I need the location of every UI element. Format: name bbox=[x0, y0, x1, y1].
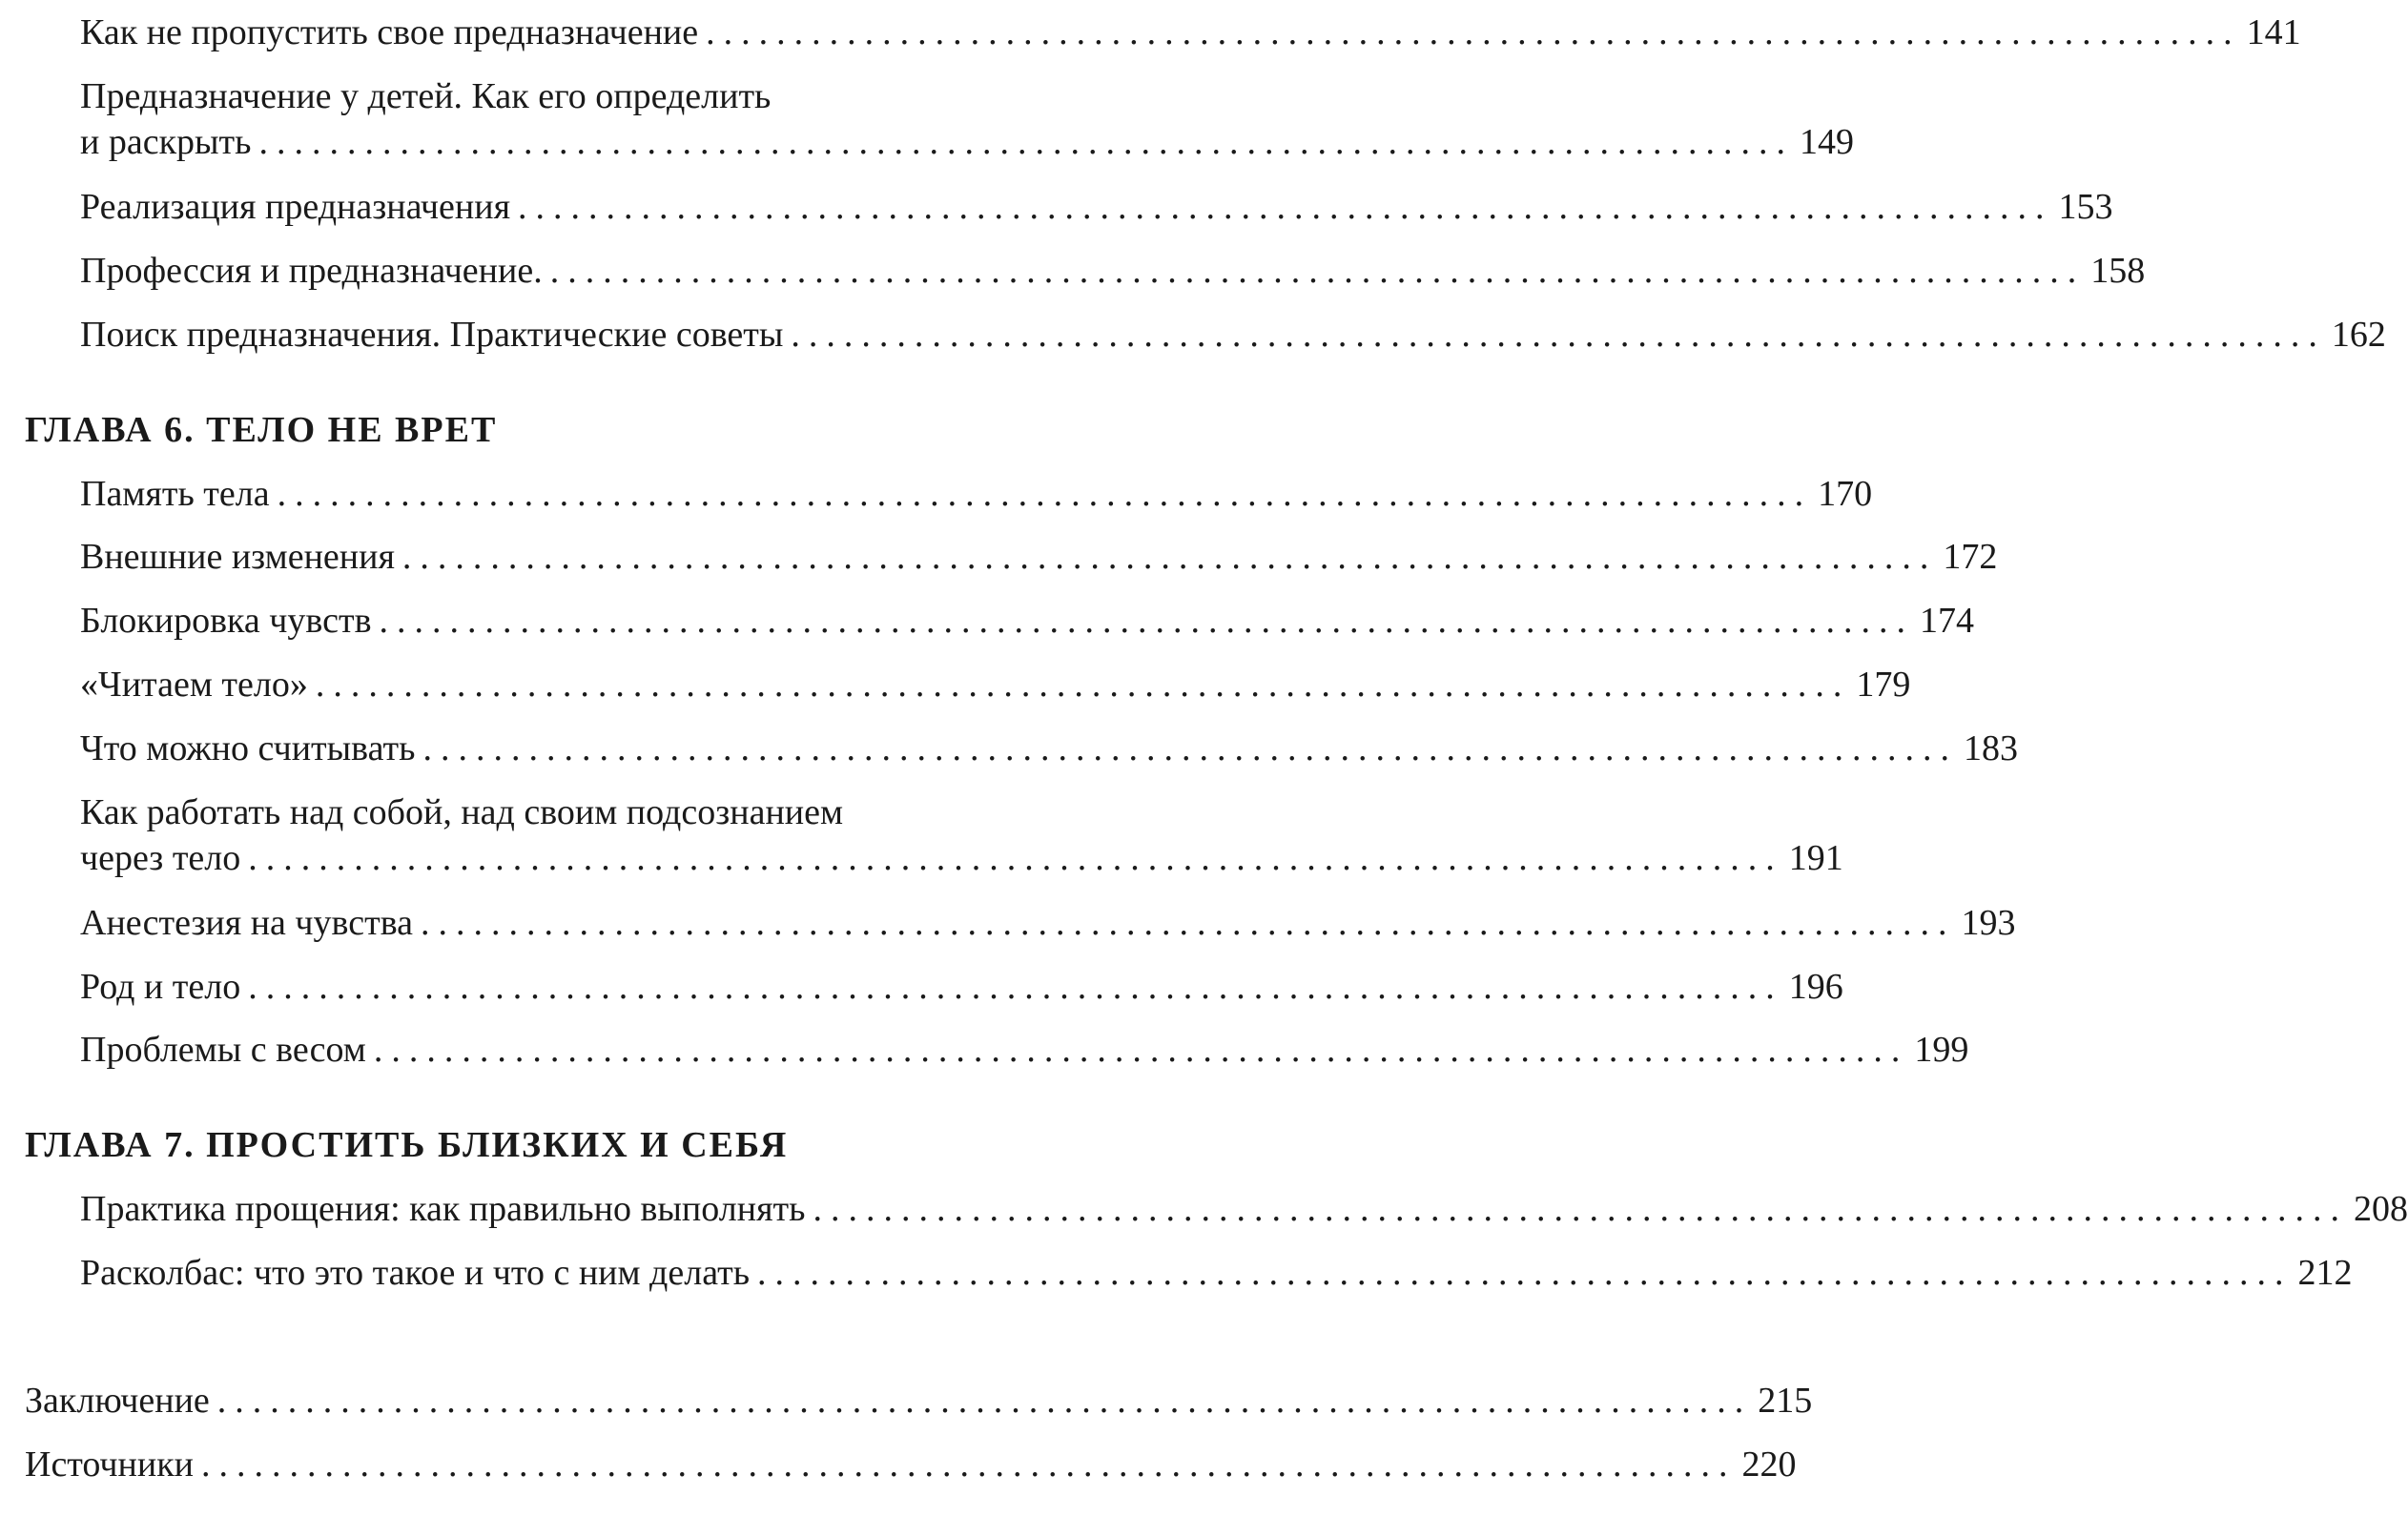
dot-leader: ....................................................................................... bbox=[791, 315, 2326, 355]
toc-entry-page: 179 bbox=[1856, 665, 1911, 705]
toc-entry-page: 162 bbox=[2331, 315, 2386, 355]
toc-entry-title: Внешние изменения bbox=[80, 537, 395, 577]
toc-entry bbox=[80, 662, 1911, 707]
toc-entry-title: Память тела bbox=[80, 474, 270, 514]
toc-entry bbox=[80, 184, 2113, 230]
dot-leader: ....................................................................................... bbox=[813, 1189, 2348, 1229]
toc-entry-page: 183 bbox=[1963, 728, 2018, 768]
dot-leader: ....................................................................................... bbox=[379, 601, 1915, 641]
toc-entry-page: 193 bbox=[1961, 903, 2016, 943]
dot-leader: ....................................................................................... bbox=[248, 838, 1783, 878]
toc-entry bbox=[80, 789, 1843, 881]
chapter-heading: ГЛАВА 6. ТЕЛО НЕ ВРЕТ bbox=[25, 410, 498, 450]
toc-entry-page: 149 bbox=[1800, 122, 1854, 162]
toc-entry-title: Анестезия на чувства bbox=[80, 903, 414, 943]
toc-entry-title: Источники bbox=[25, 1444, 195, 1485]
dot-leader: ....................................................................................... bbox=[421, 903, 1956, 943]
toc-entry bbox=[25, 1378, 1813, 1424]
toc-entry bbox=[80, 1250, 2353, 1296]
dot-leader: ....................................................................................... bbox=[277, 474, 1813, 514]
toc-entry-title: Блокировка чувств bbox=[80, 601, 372, 641]
toc-entry bbox=[80, 726, 2018, 771]
dot-leader: ....................................................................................... bbox=[706, 12, 2241, 52]
toc-entry-title: Как работать над собой, над своим подсознанием bbox=[80, 792, 844, 832]
dot-leader: ....................................................................................... bbox=[248, 967, 1783, 1007]
dot-leader: ....................................................................................... bbox=[401, 537, 1938, 577]
toc-entry bbox=[80, 964, 1843, 1010]
dot-leader: ....................................................................................... bbox=[757, 1253, 2293, 1293]
toc-entry-page: 199 bbox=[1914, 1030, 1969, 1070]
toc-entry-page: 158 bbox=[2090, 251, 2146, 291]
toc-entry-title: Как не пропустить свое предназначение bbox=[80, 12, 699, 52]
toc-entry-title: Что можно считывать bbox=[80, 728, 416, 768]
toc-entry-page: 170 bbox=[1818, 474, 1873, 514]
toc-entry-page: 220 bbox=[1741, 1444, 1797, 1485]
toc-entry bbox=[80, 1186, 2408, 1232]
toc-entry-title: Проблемы с весом bbox=[80, 1030, 366, 1070]
toc-entry-title: Профессия и предназначение. bbox=[80, 251, 543, 291]
toc-entry bbox=[80, 1027, 1969, 1073]
toc-entry bbox=[80, 471, 1873, 517]
toc-entry-title: Расколбас: что это такое и что с ним делать bbox=[80, 1253, 751, 1293]
toc-entry bbox=[80, 10, 2301, 55]
toc-entry bbox=[80, 534, 1998, 580]
toc-entry-title: Реализация предназначения bbox=[80, 187, 511, 227]
toc-entry-page: 208 bbox=[2353, 1189, 2408, 1229]
toc-entry bbox=[80, 248, 2146, 294]
dot-leader: ....................................................................................... bbox=[373, 1030, 1909, 1070]
toc-entry-page: 172 bbox=[1943, 537, 1998, 577]
dot-leader: ....................................................................................... bbox=[518, 187, 2053, 227]
toc-entry-page: 153 bbox=[2058, 187, 2113, 227]
toc-entry-title: Практика прощения: как правильно выполнять bbox=[80, 1189, 806, 1229]
toc-entry bbox=[80, 900, 2016, 946]
toc-entry-page: 141 bbox=[2246, 12, 2301, 52]
dot-leader: ....................................................................................... bbox=[258, 122, 1794, 162]
dot-leader: ....................................................................................... bbox=[549, 251, 2086, 291]
dot-leader: ....................................................................................... bbox=[422, 728, 1958, 768]
dot-leader: ....................................................................................... bbox=[216, 1381, 1753, 1421]
toc-entry-page: 196 bbox=[1788, 967, 1843, 1007]
toc-entry-page: 212 bbox=[2297, 1253, 2353, 1293]
toc-entry bbox=[25, 1442, 1797, 1487]
toc-entry bbox=[80, 312, 2386, 358]
toc-entry-page: 191 bbox=[1788, 838, 1843, 878]
toc-entry-title: «Читаем тело» bbox=[80, 665, 308, 705]
toc-entry bbox=[80, 598, 1975, 644]
toc-entry-title: Род и тело bbox=[80, 967, 241, 1007]
toc-entry bbox=[80, 73, 1854, 165]
toc-entry-title-continued: и раскрыть bbox=[80, 122, 252, 162]
chapter-heading: ГЛАВА 7. ПРОСТИТЬ БЛИЗКИХ И СЕБЯ bbox=[25, 1125, 789, 1165]
toc-entry-title: Заключение bbox=[25, 1381, 210, 1421]
toc-entry-page: 174 bbox=[1920, 601, 1975, 641]
dot-leader: ....................................................................................... bbox=[201, 1444, 1737, 1485]
toc-entry-title: Поиск предназначения. Практические советы bbox=[80, 315, 784, 355]
dot-leader: ....................................................................................... bbox=[315, 665, 1851, 705]
toc-entry-title: Предназначение у детей. Как его определить bbox=[80, 76, 772, 116]
toc-entry-title-continued: через тело bbox=[80, 838, 241, 878]
toc-entry-page: 215 bbox=[1758, 1381, 1813, 1421]
